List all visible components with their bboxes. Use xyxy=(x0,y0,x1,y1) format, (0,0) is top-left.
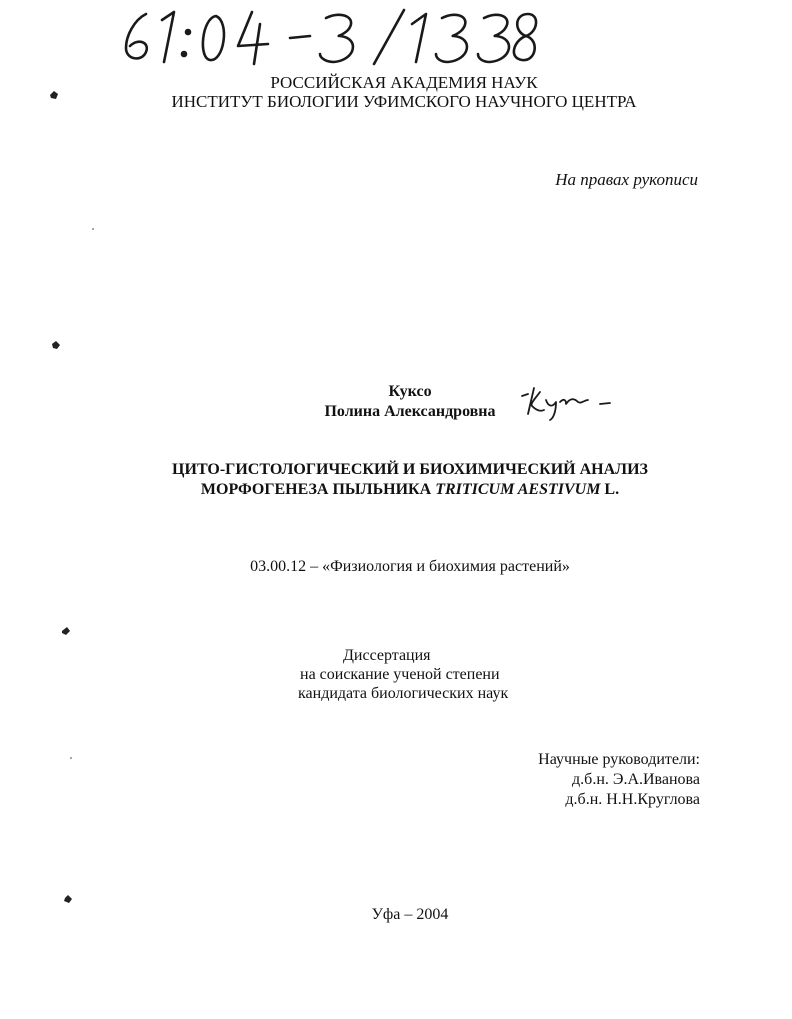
scan-dust-dot xyxy=(70,757,72,759)
scan-speck-mark xyxy=(48,88,60,100)
author-first-names: Полина Александровна xyxy=(324,403,496,420)
author-last-name: Куксо xyxy=(388,383,432,400)
dissertation-title-line-1: ЦИТО-ГИСТОЛОГИЧЕСКИЙ И БИОХИМИЧЕСКИЙ АНАЛИЗ xyxy=(172,461,648,478)
title-line-2-prefix: МОРФОГЕНЕЗА ПЫЛЬНИКА xyxy=(200,481,436,498)
scan-speck-mark xyxy=(50,338,62,350)
scientific-advisors xyxy=(538,750,700,810)
scan-speck-mark xyxy=(60,624,72,636)
dissertation-label: Диссертация xyxy=(343,647,431,664)
title-line-2-suffix: L. xyxy=(600,481,620,498)
species-name: TRITICUM AESTIVUM xyxy=(435,481,601,498)
specialty-code: 03.00.12 – «Физиология и биохимия растений» xyxy=(250,558,570,575)
archive-code-handwritten xyxy=(112,2,542,68)
manuscript-rights-note: На правах рукописи xyxy=(555,170,698,189)
dissertation-degree-block xyxy=(298,646,508,703)
advisor-2: д.б.н. Н.Н.Круглова xyxy=(565,791,700,808)
dissertation-title-line-2 xyxy=(0,481,792,499)
degree-purpose: на соискание ученой степени xyxy=(300,666,500,683)
scan-speck-mark xyxy=(62,892,74,904)
degree-name: кандидата биологических наук xyxy=(298,685,509,702)
advisors-heading: Научные руководители: xyxy=(538,751,700,768)
institute-name: ИНСТИТУТ БИОЛОГИИ УФИМСКОГО НАУЧНОГО ЦЕНТРА xyxy=(171,92,637,111)
city-year: Уфа – 2004 xyxy=(371,906,449,923)
author-signature xyxy=(512,380,620,422)
scan-dust-dot xyxy=(92,228,94,230)
academy-name: РОССИЙСКАЯ АКАДЕМИЯ НАУК xyxy=(270,73,538,92)
advisor-1: д.б.н. Э.А.Иванова xyxy=(572,771,700,788)
